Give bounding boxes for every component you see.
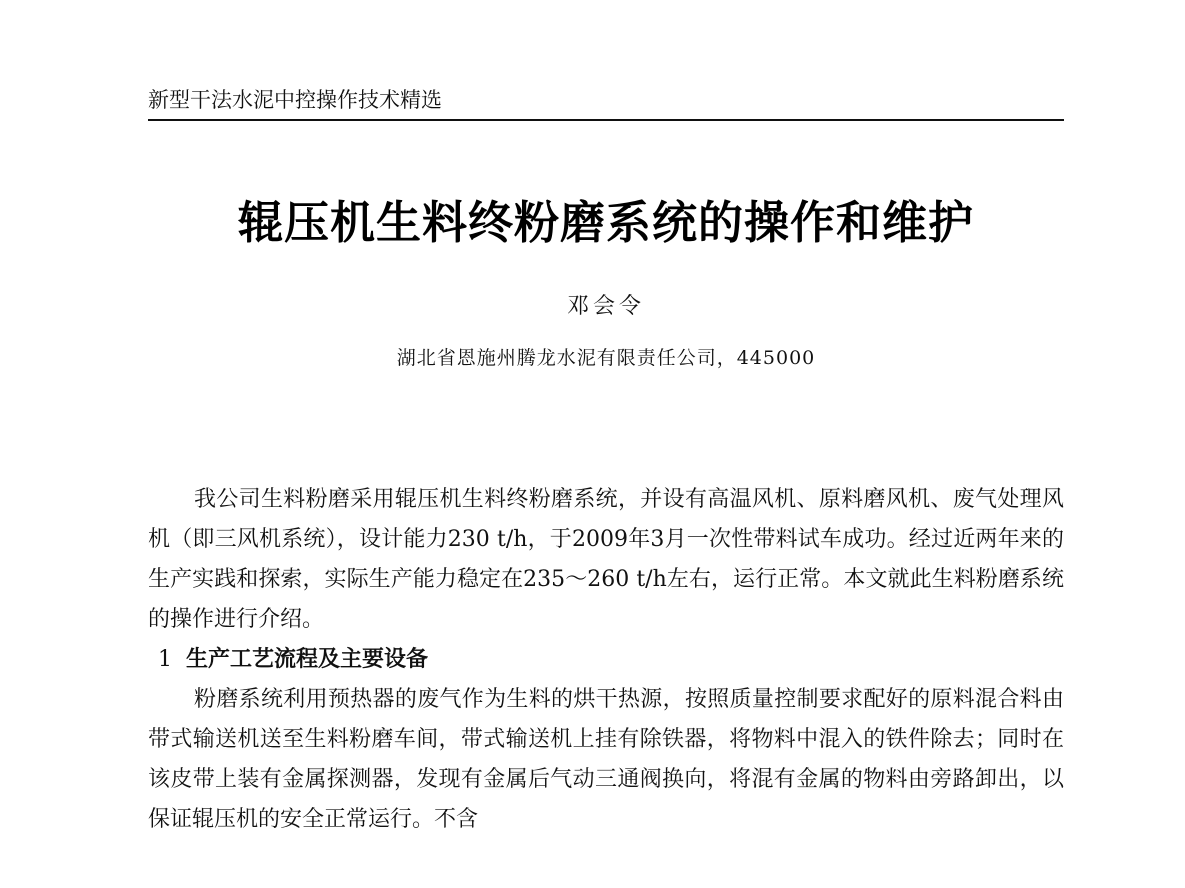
section-number: 1 [158,647,172,672]
section-heading [148,640,1064,680]
article-author: 邓会令 [566,294,645,319]
article-affiliation: 湖北省恩施州腾龙水泥有限责任公司，445000 [396,347,816,369]
header-rule [148,119,1064,121]
section-paragraph: 粉磨系统利用预热器的废气作为生料的烘干热源，按照质量控制要求配好的原料混合料由带式输送机送至生料粉磨车间，带式输送机上挂有除铁器，将物料中混入的铁件除去；同时在该皮带上装有金属探测器，发现有金属后气动三通阀换向，将混有金属的物料由旁路卸出，以保证辊压机的安全正常运行。不含 [148,687,1064,832]
article-title: 辊压机生料终粉磨系统的操作和维护 [237,196,974,249]
article-body [148,480,1064,840]
section-heading-text: 生产工艺流程及主要设备 [186,647,429,672]
intro-paragraph: 我公司生料粉磨采用辊压机生料终粉磨系统，并设有高温风机、原料磨风机、废气处理风机（即三风机系统），设计能力230 t/h，于2009年3月一次性带料试车成功。经过近两年来的生产实践和探索，实际生产能力稳定在235～260 t/h左右，运行正常。本文就此生料粉磨系统的操作进行介绍。 [148,487,1064,632]
running-head: 新型干法水泥中控操作技术精选 [148,88,442,112]
